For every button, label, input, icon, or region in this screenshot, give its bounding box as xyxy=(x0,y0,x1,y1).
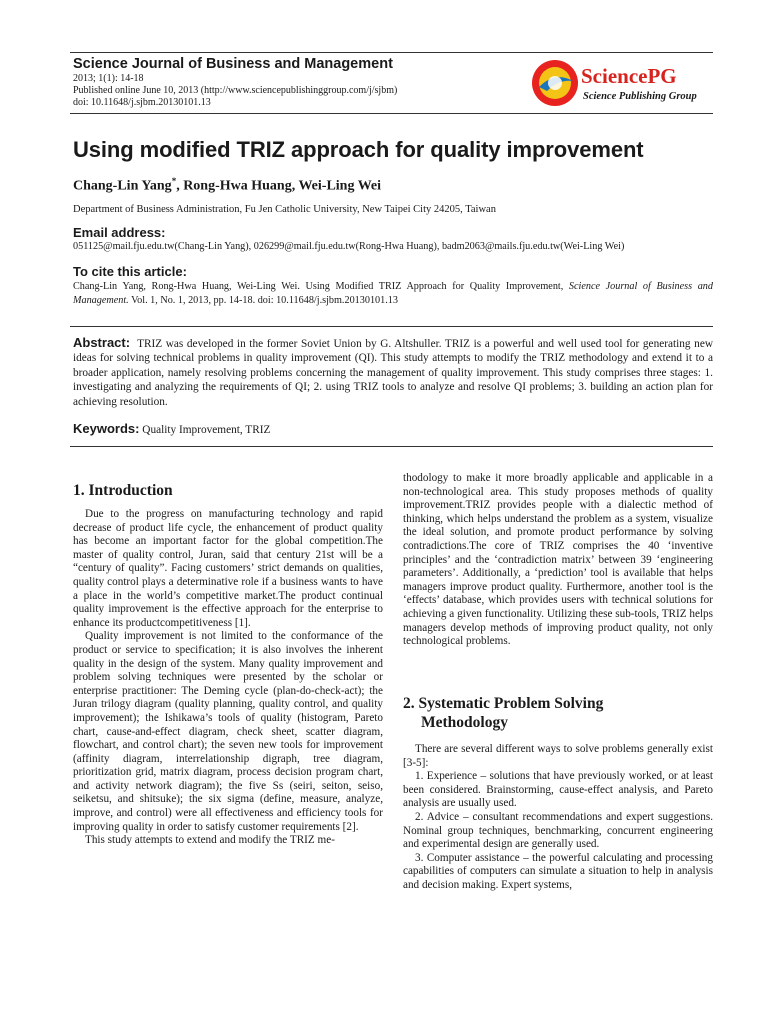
paper-title: Using modified TRIZ approach for quality improvement xyxy=(73,137,644,162)
volume-line: 2013; 1(1): 14-18 xyxy=(73,73,144,84)
abstract-bottom-rule xyxy=(70,446,713,447)
top-rule xyxy=(70,52,713,53)
citation-text: Chang-Lin Yang, Rong-Hwa Huang, Wei-Ling Wei. Using Modified TRIZ Approach for Quality Improvement, Science Journal of Business and Management. Vol. 1, No. 1, 2013, pp. 14-18. doi: 10.11648/j.sjbm.20130101.13 xyxy=(73,281,713,306)
doi-line: doi: 10.11648/j.sjbm.20130101.13 xyxy=(73,97,211,108)
author-line xyxy=(73,176,381,195)
list-item: 3. Computer assistance – the powerful calculating and processing capabilities of computers can simulate a situation to help in analysis and decision making. Expert systems, xyxy=(403,851,713,891)
affiliation: Department of Business Administration, Fu Jen Catholic University, New Taipei City 24205, Taiwan xyxy=(73,204,496,215)
paragraph: Due to the progress on manufacturing technology and rapid decrease of product life cycle, the enhancement of product quality has become an important factor for the global competition.The master of quality control, Juran, said that century 21st will be a “century of quality”. Facing customers’ strict demands on qualities, quality control plays a determinative role if a business wants to have a place in the world’s competitive market.The product continual quality improvement is the effective approach for the enterprise to enhance its productcompetitiveness [1]. xyxy=(73,508,383,629)
right-column xyxy=(403,472,713,649)
abstract xyxy=(73,336,713,409)
abstract-text: TRIZ was developed in the former Soviet Union by G. Altshuller. TRIZ is a powerful and well used tool for generating new ideas for solving technical problems in quality improvement (QI). This study attempts to modify the TRIZ methodology and extend it to a broader application, namely resolving problems concerning the management of quality improvement. This study comprises three stages: 1. investigating and analyzing the requirements of QI; 2. using TRIZ tools to analyze and resolve QI problems; 3. building an action plan for achieving resolution. xyxy=(73,338,713,408)
corresponding-author-mark: * xyxy=(171,176,177,186)
journal-title: Science Journal of Business and Management xyxy=(73,56,393,72)
sciencepg-logo xyxy=(529,57,709,109)
section-2-heading-line2: Methodology xyxy=(421,714,508,731)
keywords-label: Keywords: xyxy=(73,421,140,436)
section-2-body xyxy=(403,743,713,893)
email-addresses: 051125@mail.fju.edu.tw(Chang-Lin Yang), 026299@mail.fju.edu.tw(Rong-Hwa Huang), badm2063@mails.fju.edu.tw(Wei-Ling Wei) xyxy=(73,241,625,252)
author-1: Chang-Lin Yang xyxy=(73,178,172,194)
logo-name: SciencePG xyxy=(581,64,677,88)
paragraph-continued: thodology to make it more broadly applicable and applicable in a non-technological area. This study proposes methods of quality improvement.TRIZ provides people with a dialectic method of thinking, which helps understand the problem as a system, visualize the ideal solution, and promote product performance by solving contradictions.The core of TRIZ comprises the 40 ‘inventive principles’ and the ‘contradiction matrix’ between 39 ‘engineering parameters’. Additionally, a ‘prediction’ tool is available that helps managers improve product quality. Furthermore, another tool is the ‘effects’ database, which provides users with technical solutions for achieving a given functionality. Utilizing these sub-tools, TRIZ helps managers develop methods of improving product quality, not only technological problems. xyxy=(403,472,713,648)
published-line: Published online June 10, 2013 (http://www.sciencepublishinggroup.com/j/sjbm) xyxy=(73,85,398,96)
paragraph: There are several different ways to solve problems generally exist [3-5]: xyxy=(403,743,713,769)
left-column xyxy=(73,508,383,848)
sciencepg-emblem-icon xyxy=(529,57,709,109)
abstract-top-rule xyxy=(70,326,713,327)
authors-rest: , Rong-Hwa Huang, Wei-Ling Wei xyxy=(176,178,382,194)
section-1-heading: 1. Introduction xyxy=(73,482,173,499)
keywords-text: Quality Improvement, TRIZ xyxy=(142,424,271,436)
keywords xyxy=(73,421,270,436)
paragraph: This study attempts to extend and modify the TRIZ me- xyxy=(85,834,335,847)
list-item: 2. Advice – consultant recommendations and expert suggestions. Nominal group techniques, benchmarking, concurrent engineering and experimental design are generally used. xyxy=(403,810,713,851)
section-2-heading xyxy=(403,694,713,732)
logo-tagline: Science Publishing Group xyxy=(583,91,697,102)
email-heading: Email address: xyxy=(73,225,166,240)
abstract-label: Abstract: xyxy=(73,335,131,350)
list-item: 1. Experience – solutions that have previously worked, or at least been considered. Brainstorming, cause-effect analysis, and Pareto analysis are usually used. xyxy=(403,770,713,810)
section-2-heading-line1: 2. Systematic Problem Solving xyxy=(403,695,604,712)
cite-heading: To cite this article: xyxy=(73,264,187,279)
citation-journal: Science Journal of Business and Management. xyxy=(73,281,713,306)
header-bottom-rule xyxy=(70,113,713,114)
paragraph: Quality improvement is not limited to the conformance of the product or service to specification; it is also involves the inherent quality in the design of the system. Many quality improvement and problem solving techniques were presented by the scholar or enterprise practitioner: The Deming cycle (plan-do-check-act); the Juran trilogy diagram (quality planning, quality control, and quality improvement); the Ishikawa’s tools of quality (histogram, Pareto chart, cause-and-effect diagram, check sheet, scatter diagram, flowchart, and control chart); the seven new tools for improvement (affinity diagram, interrelationship digraph, tree diagram, prioritization grid, matrix diagram, process decision program chart, and activity network diagram); the five Ss (seiri, seiton, seiso, seiketsu, and shitsuke); the six sigma (define, measure, analyze, improve, and control) were all effectiveness and efficiency tools for improving quality in order to satisfy customer requirements [2]. xyxy=(73,630,383,833)
